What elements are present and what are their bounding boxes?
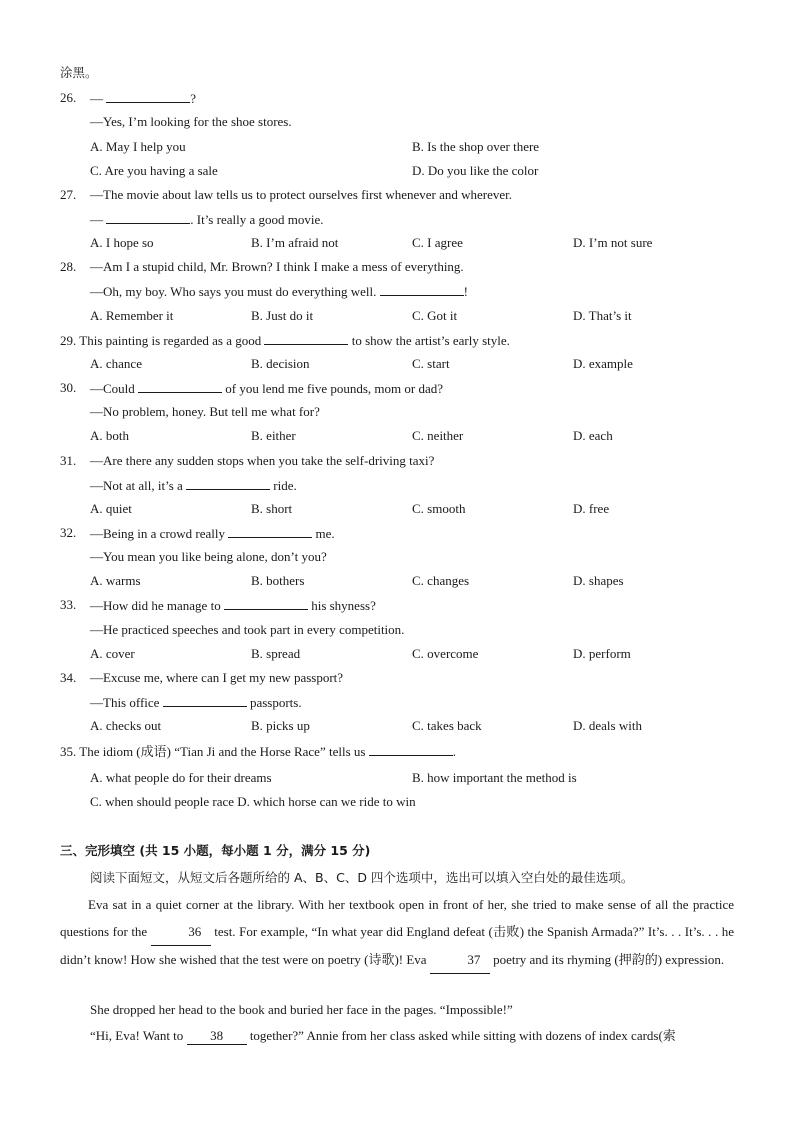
answer-blank[interactable] xyxy=(138,380,222,393)
option-a[interactable]: A. checks out xyxy=(90,718,162,733)
option-b[interactable]: B. Is the shop over there xyxy=(412,139,540,154)
option-d[interactable]: D. deals with xyxy=(573,718,642,733)
question-stem: —The movie about law tells us to protect ourselves first whenever and wherever. xyxy=(90,187,513,202)
question-number: 26. xyxy=(60,90,77,105)
answer-blank[interactable] xyxy=(224,597,308,610)
option-b[interactable]: B. short xyxy=(251,501,293,516)
cloze-blank-36[interactable]: 36 xyxy=(151,918,211,946)
passage-paragraph-3: “Hi, Eva! Want to 38 together?” Annie from her class asked while sitting with dozens of index cards(索 xyxy=(90,1028,676,1043)
option-d[interactable]: D. That’s it xyxy=(573,308,632,323)
option-d[interactable]: D. shapes xyxy=(573,573,624,588)
option-b[interactable]: B. Just do it xyxy=(251,308,314,323)
option-b[interactable]: B. bothers xyxy=(251,573,305,588)
top-fragment: 涂黑。 xyxy=(60,65,98,80)
question-response: —Yes, I’m looking for the shoe stores. xyxy=(90,114,292,129)
question-response: —No problem, honey. But tell me what for? xyxy=(90,404,320,419)
answer-blank[interactable] xyxy=(106,211,190,224)
option-b[interactable]: B. decision xyxy=(251,356,310,371)
option-d[interactable]: D. Do you like the color xyxy=(412,163,539,178)
question-number: 30. xyxy=(60,380,77,395)
question-response: — . It’s really a good movie. xyxy=(90,212,324,227)
option-d[interactable]: D. I’m not sure xyxy=(573,235,653,250)
section-instruction: 阅读下面短文，从短文后各题所给的 A、B、C、D 四个选项中，选出可以填入空白处的最佳选项。 xyxy=(90,870,634,885)
option-d[interactable]: D. free xyxy=(573,501,610,516)
option-c[interactable]: C. smooth xyxy=(412,501,466,516)
question-response: —He practiced speeches and took part in every competition. xyxy=(90,622,405,637)
question-response: —Oh, my boy. Who says you must do everything well. ! xyxy=(90,284,468,299)
question-number: 32. xyxy=(60,525,77,540)
option-b[interactable]: B. either xyxy=(251,428,296,443)
option-a[interactable]: A. what people do for their dreams xyxy=(90,770,272,785)
answer-blank[interactable] xyxy=(369,743,453,756)
question-stem: —Am I a stupid child, Mr. Brown? I think I make a mess of everything. xyxy=(90,259,464,274)
answer-blank[interactable] xyxy=(186,477,270,490)
option-a[interactable]: A. May I help you xyxy=(90,139,186,154)
answer-blank[interactable] xyxy=(264,332,348,345)
question-stem: —Could of you lend me five pounds, mom or dad? xyxy=(90,381,444,396)
question-number: 33. xyxy=(60,597,77,612)
question-number: 31. xyxy=(60,453,77,468)
option-a[interactable]: A. both xyxy=(90,428,129,443)
answer-blank[interactable] xyxy=(380,283,464,296)
option-c[interactable]: C. Are you having a sale xyxy=(90,163,218,178)
option-a[interactable]: A. chance xyxy=(90,356,142,371)
passage-paragraph-2: She dropped her head to the book and buried her face in the pages. “Impossible!” xyxy=(90,1002,513,1017)
question-number: 28. xyxy=(60,259,77,274)
answer-blank[interactable] xyxy=(228,525,312,538)
question-stem: — ? xyxy=(90,91,197,106)
option-b[interactable]: B. spread xyxy=(251,646,301,661)
question-response: —This office passports. xyxy=(90,695,302,710)
option-a[interactable]: A. I hope so xyxy=(90,235,154,250)
option-a[interactable]: A. Remember it xyxy=(90,308,174,323)
option-b[interactable]: B. picks up xyxy=(251,718,310,733)
option-c[interactable]: C. overcome xyxy=(412,646,479,661)
option-c[interactable]: C. I agree xyxy=(412,235,463,250)
question-number: 34. xyxy=(60,670,77,685)
question-stem: —Are there any sudden stops when you take the self-driving taxi? xyxy=(90,453,435,468)
option-d[interactable]: D. example xyxy=(573,356,633,371)
answer-blank[interactable] xyxy=(163,694,247,707)
option-d[interactable]: D. perform xyxy=(573,646,631,661)
option-c[interactable]: C. Got it xyxy=(412,308,458,323)
option-c[interactable]: C. changes xyxy=(412,573,470,588)
option-c-d[interactable]: C. when should people race D. which horse can we ride to win xyxy=(90,794,416,809)
answer-blank[interactable] xyxy=(106,90,190,103)
question-stem: 35. The idiom (成语) “Tian Ji and the Horse Race” tells us . xyxy=(60,744,456,759)
option-a[interactable]: A. quiet xyxy=(90,501,132,516)
option-a[interactable]: A. warms xyxy=(90,573,141,588)
question-response: —Not at all, it’s a ride. xyxy=(90,478,297,493)
question-stem: —Excuse me, where can I get my new passport? xyxy=(90,670,344,685)
option-d[interactable]: D. each xyxy=(573,428,613,443)
question-stem: 29. This painting is regarded as a good to show the artist’s early style. xyxy=(60,333,510,348)
question-number: 29. xyxy=(60,333,77,348)
question-stem: —Being in a crowd really me. xyxy=(90,526,335,541)
question-stem: —How did he manage to his shyness? xyxy=(90,598,376,613)
option-a[interactable]: A. cover xyxy=(90,646,135,661)
option-b[interactable]: B. how important the method is xyxy=(412,770,577,785)
option-c[interactable]: C. neither xyxy=(412,428,464,443)
option-c[interactable]: C. takes back xyxy=(412,718,482,733)
question-number: 27. xyxy=(60,187,77,202)
section-title: 三、完形填空 (共 15 小题，每小题 1 分，满分 15 分) xyxy=(60,843,371,858)
option-b[interactable]: B. I’m afraid not xyxy=(251,235,339,250)
question-response: —You mean you like being alone, don’t you? xyxy=(90,549,327,564)
cloze-blank-37[interactable]: 37 xyxy=(430,946,490,974)
passage-paragraph-1: Eva sat in a quiet corner at the library. With her textbook open in front of her, she tried to make sense of all the practice questions for the 36 test. For example, “In what year did England defeat (击败) the Spanish Armada?” It’s. . . It’s. . . he didn’t know! How she wished that the test were on poetry (诗歌)! Eva 37 poetry and its rhyming (押韵的) expression. xyxy=(60,891,734,974)
question-number: 35. xyxy=(60,744,77,759)
cloze-blank-38[interactable]: 38 xyxy=(187,1028,247,1045)
option-c[interactable]: C. start xyxy=(412,356,450,371)
